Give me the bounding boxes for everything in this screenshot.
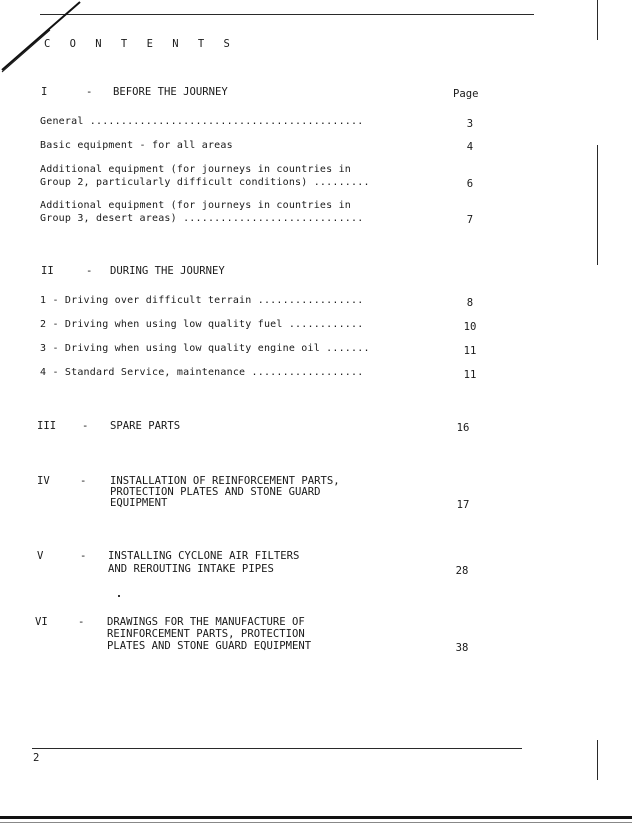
right-edge-line-2: [597, 145, 598, 265]
toc-entry-line-1: Additional equipment (for journeys in countries in: [40, 164, 352, 175]
section-title: SPARE PARTS: [110, 420, 181, 432]
toc-entry-line-1: Additional equipment (for journeys in countries in: [40, 200, 352, 211]
toc-page: 10: [463, 321, 477, 333]
stray-dot: [118, 595, 120, 597]
right-edge-line-1: [597, 0, 598, 40]
bottom-rule: [32, 748, 522, 749]
toc-page: 4: [466, 141, 474, 153]
toc-page: 17: [456, 499, 470, 511]
toc-entry-line-2: Group 3, desert areas) .............................: [40, 213, 364, 224]
toc-page: 16: [456, 422, 470, 434]
section-numeral: I: [41, 86, 48, 98]
toc-page: 11: [463, 345, 477, 357]
section-title-line-3: EQUIPMENT: [110, 497, 168, 509]
section-title-line-1: DRAWINGS FOR THE MANUFACTURE OF: [107, 616, 305, 628]
toc-page: 6: [466, 178, 474, 190]
section-dash: -: [82, 420, 89, 432]
toc-entry: 2 - Driving when using low quality fuel ............: [40, 319, 364, 330]
section-title-line-1: INSTALLING CYCLONE AIR FILTERS: [108, 550, 300, 562]
section-title-line-2: REINFORCEMENT PARTS, PROTECTION: [107, 628, 305, 640]
section-dash: -: [80, 550, 87, 562]
section-title-line-1: INSTALLATION OF REINFORCEMENT PARTS,: [110, 475, 340, 487]
toc-page: 11: [463, 369, 477, 381]
section-dash: -: [78, 616, 85, 628]
footer-page-number: 2: [33, 752, 40, 764]
toc-page: 3: [466, 118, 474, 130]
section-title: DURING THE JOURNEY: [110, 265, 225, 277]
section-dash: -: [86, 265, 93, 277]
section-dash: -: [80, 475, 87, 487]
section-numeral: III: [37, 420, 57, 432]
toc-page: 38: [455, 642, 469, 654]
section-dash: -: [86, 86, 93, 98]
page-column-label: Page: [453, 88, 479, 100]
section-title-line-2: AND REROUTING INTAKE PIPES: [108, 563, 274, 575]
top-rule: [40, 14, 534, 15]
toc-entry: 4 - Standard Service, maintenance ..................: [40, 367, 364, 378]
section-title: BEFORE THE JOURNEY: [113, 86, 228, 98]
section-title-line-2: PROTECTION PLATES AND STONE GUARD: [110, 486, 321, 498]
section-numeral: II: [41, 265, 54, 277]
toc-entry: Basic equipment - for all areas: [40, 140, 233, 151]
page-title: C O N T E N T S: [44, 38, 237, 50]
toc-entry: 3 - Driving when using low quality engine oil .......: [40, 343, 370, 354]
right-edge-line-3: [597, 740, 598, 780]
section-numeral: VI: [35, 616, 48, 628]
section-title-line-3: PLATES AND STONE GUARD EQUIPMENT: [107, 640, 312, 652]
toc-entry-line-2: Group 2, particularly difficult conditions) .........: [40, 177, 370, 188]
scan-bottom-bar: [0, 816, 632, 819]
toc-page: 7: [466, 214, 474, 226]
toc-page: 8: [466, 297, 474, 309]
scan-bottom-bar-2: [0, 822, 632, 823]
section-numeral: IV: [37, 475, 50, 487]
toc-page: 28: [455, 565, 469, 577]
section-numeral: V: [37, 550, 44, 562]
toc-entry: 1 - Driving over difficult terrain .................: [40, 295, 364, 306]
toc-entry: General ............................................: [40, 116, 364, 127]
